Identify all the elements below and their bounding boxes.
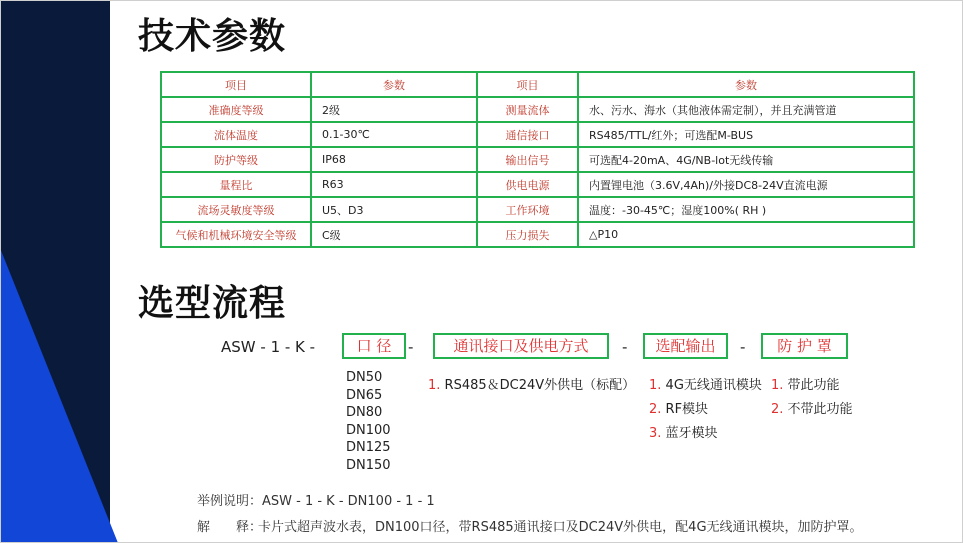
- size-option: DN65: [346, 388, 383, 403]
- option-text: 不带此功能: [787, 402, 853, 417]
- cover-option: [771, 374, 840, 393]
- table-cell: 可选配4-20mA、4G/NB-lot无线传输: [578, 147, 914, 172]
- option-number: 1.: [649, 378, 662, 393]
- table-row: [161, 197, 914, 222]
- table-row: [161, 172, 914, 197]
- output-option: [649, 374, 762, 393]
- table-cell: 0.1-30℃: [311, 122, 477, 147]
- option-number: 1.: [771, 378, 784, 393]
- table-cell: 压力损失: [477, 222, 578, 247]
- section-title-selection: 选型流程: [138, 283, 287, 324]
- table-cell: R63: [311, 172, 477, 197]
- table-cell: 内置锂电池（3.6V,4Ah)/外接DC8-24V直流电源: [578, 172, 914, 197]
- option-number: 2.: [649, 402, 662, 417]
- option-number: 2.: [771, 402, 784, 417]
- table-cell: 供电电源: [477, 172, 578, 197]
- table-cell: U5、D3: [311, 197, 477, 222]
- table-cell: 2级: [311, 97, 477, 122]
- section-title-specs: 技术参数: [138, 16, 287, 57]
- cover-option: [771, 398, 853, 417]
- table-row: [161, 222, 914, 247]
- table-cell: 量程比: [161, 172, 311, 197]
- table-header: 项目: [161, 72, 311, 97]
- comm-option: [428, 374, 635, 393]
- field-box-output: 选配输出: [643, 333, 728, 359]
- table-cell: 防护等级: [161, 147, 311, 172]
- size-option: DN150: [346, 458, 391, 473]
- table-cell: 温度：-30-45℃；湿度100%( RH ): [578, 197, 914, 222]
- explanation-label: 解 释：: [197, 520, 263, 535]
- table-cell: 输出信号: [477, 147, 578, 172]
- example-line: 举例说明：ASW - 1 - K - DN100 - 1 - 1: [197, 494, 435, 509]
- table-row: [161, 97, 914, 122]
- table-header-row: [161, 72, 914, 97]
- table-cell: IP68: [311, 147, 477, 172]
- option-text: 带此功能: [787, 378, 840, 393]
- table-header: 项目: [477, 72, 578, 97]
- option-text: RF模块: [665, 402, 709, 417]
- field-box-cover: 防 护 罩: [761, 333, 848, 359]
- field-box-comm-power: 通讯接口及供电方式: [433, 333, 609, 359]
- table-cell: RS485/TTL/红外；可选配M-BUS: [578, 122, 914, 147]
- separator-dash: -: [408, 338, 414, 356]
- table-cell: 工作环境: [477, 197, 578, 222]
- table-cell: 流体温度: [161, 122, 311, 147]
- option-number: 1.: [428, 378, 441, 393]
- explanation-text: 卡片式超声波水表，DN100口径，带RS485通讯接口及DC24V外供电，配4G无线通讯模块，加防护罩。: [258, 520, 863, 535]
- table-cell: 水、污水、海水（其他液体需定制），并且充满管道: [578, 97, 914, 122]
- table-cell: 气候和机械环境安全等级: [161, 222, 311, 247]
- option-number: 3.: [649, 426, 662, 441]
- size-option: DN100: [346, 423, 391, 438]
- table-cell: 测量流体: [477, 97, 578, 122]
- specs-table: [160, 71, 915, 248]
- option-text: 蓝牙模块: [665, 426, 718, 441]
- table-cell: 流场灵敏度等级: [161, 197, 311, 222]
- table-cell: △P10: [578, 222, 914, 247]
- option-text: 4G无线通讯模块: [665, 378, 762, 393]
- table-row: [161, 122, 914, 147]
- option-text: RS485＆DC24V外供电（标配）: [444, 378, 636, 393]
- separator-dash: -: [622, 338, 628, 356]
- table-cell: C级: [311, 222, 477, 247]
- output-option: [649, 422, 718, 441]
- model-prefix: ASW - 1 - K -: [221, 338, 316, 356]
- explanation-line: [197, 516, 863, 535]
- table-cell: 准确度等级: [161, 97, 311, 122]
- size-option: DN125: [346, 440, 391, 455]
- size-option: DN50: [346, 370, 383, 385]
- table-header: 参数: [311, 72, 477, 97]
- table-header: 参数: [578, 72, 914, 97]
- table-cell: 通信接口: [477, 122, 578, 147]
- separator-dash: -: [740, 338, 746, 356]
- table-row: [161, 147, 914, 172]
- decorative-stripe: [0, 0, 120, 543]
- size-option: DN80: [346, 405, 383, 420]
- output-option: [649, 398, 708, 417]
- field-box-diameter: 口 径: [342, 333, 406, 359]
